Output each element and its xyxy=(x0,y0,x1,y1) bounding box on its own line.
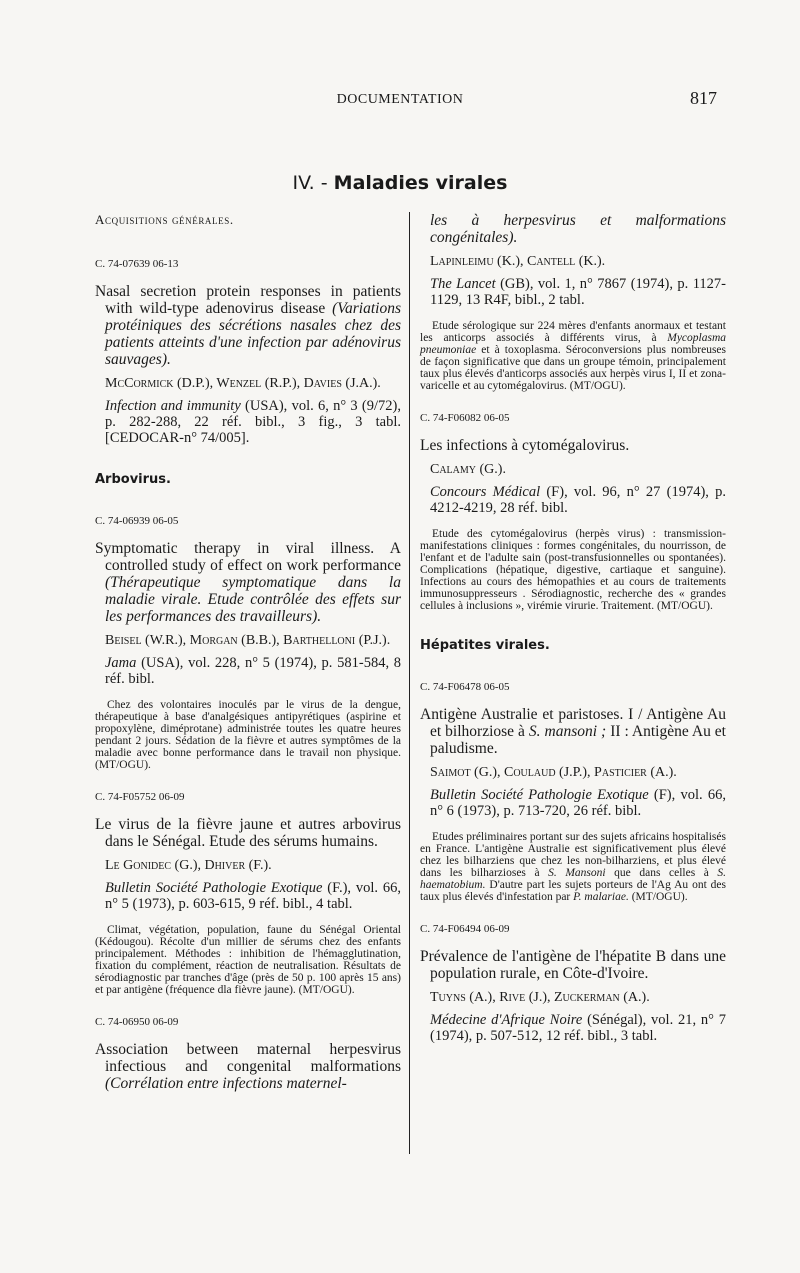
entry-title: Association between maternal herpesvirus infectious and congenital malformations (Corrélation entre infections maternel- xyxy=(95,1041,401,1092)
entry-code: C. 74-F06082 06-05 xyxy=(420,412,510,424)
journal-name: Bulletin Société Pathologie Exotique xyxy=(105,880,323,896)
entry-74-F05752 xyxy=(95,791,401,996)
entry-title: Antigène Australie et paristoses. I / Antigène Au et bilhorziose à S. mansoni ; II : Antigène Au et paludisme. xyxy=(420,706,726,757)
entry-authors: Saimot (G.), Coulaud (J.P.), Pasticier (A.). xyxy=(430,765,677,780)
entry-title: Le virus de la fièvre jaune et autres arbovirus dans le Sénégal. Etude des sérums humains. xyxy=(95,816,401,850)
entry-code: C. 74-07639 06-13 xyxy=(95,258,179,270)
entry-title: Nasal secretion protein responses in patients with wild-type adenovirus disease (Variations protéiniques des sécrétions nasales chez des patients atteints d'une infection par adénovirus sauvages). xyxy=(95,283,401,368)
entry-74-F06494 xyxy=(420,923,726,1044)
entry-title-fr: (Thérapeutique symptomatique dans la maladie virale. Etude contrôlée des effets sur les performances des travailleurs). xyxy=(105,574,401,625)
entry-74-F06478 xyxy=(420,681,726,903)
entry-authors: Beisel (W.R.), Morgan (B.B.), Barthelloni (P.J.). xyxy=(105,633,391,648)
journal-name: Concours Médical xyxy=(430,484,541,500)
journal-name: Infection and immunity xyxy=(105,398,241,414)
running-header: DOCUMENTATION xyxy=(336,92,464,107)
entry-source: Médecine d'Afrique Noire (Sénégal), vol. 21, n° 7 (1974), p. 507-512, 12 réf. bibl., 3 tabl. xyxy=(430,1012,727,1044)
journal-name: Bulletin Société Pathologie Exotique xyxy=(430,787,649,803)
column-divider xyxy=(409,212,410,1154)
entry-title-fr: (Corrélation entre infections maternel- xyxy=(105,1075,347,1092)
entry-code: C. 74-F05752 06-09 xyxy=(95,791,185,803)
entry-74-06950 xyxy=(95,1016,401,1092)
entry-title: Prévalence de l'antigène de l'hépatite B dans une population rurale, en Côte-d'Ivoire. xyxy=(420,948,726,982)
entry-74-06939 xyxy=(95,515,401,771)
entry-abstract: Etude des cytomégalovirus (herpès virus) : transmission-manifestations cliniques : formes congénitales, du nourrisson, de l'enfant et de l'adulte sain (post-transfusionnelles ou spontanées). Complications (hépatique, digestive, cartiaque et sanguine). Infections au cours des hémopathies et au cours de traitements immunosuppresseurs . Sérodiagnostic, recherche des « grandes cellules à inclusions », virémie virurie. Traitement. (MT/OGU). xyxy=(420,528,726,612)
entry-code: C. 74-F06494 06-09 xyxy=(420,923,510,935)
journal-name: The Lancet xyxy=(430,276,496,292)
entry-abstract: Chez des volontaires inoculés par le virus de la dengue, thérapeutique à base d'analgésiques antipyrétiques (aspirine et propoxylène, diméprotane) administrée toutes les quatre heures pendant 2 jours. Sédation de la fièvre et autres symptômes de la maladie avec bonne performance dans le travail non physique. (MT/OGU). xyxy=(95,699,401,771)
subhead-hepatites: Hépatites virales. xyxy=(420,638,550,653)
section-numeral: IV. - xyxy=(292,172,334,194)
entry-code: C. 74-06939 06-05 xyxy=(95,515,179,527)
section-name: Maladies virales xyxy=(333,172,508,194)
entry-74-07639 xyxy=(95,258,401,446)
left-column xyxy=(95,212,401,1092)
entry-title: Symptomatic therapy in viral illness. A controlled study of effect on work performance (Thérapeutique symptomatique dans la maladie virale. Etude contrôlée des effets sur les performances des travailleurs). xyxy=(95,540,401,625)
section-title xyxy=(0,172,800,194)
category-heading: Acquisitions générales. xyxy=(95,212,234,227)
entry-authors: Tuyns (A.), Rive (J.), Zuckerman (A.). xyxy=(430,990,650,1005)
entry-title-fr-cont: les à herpesvirus et malformations congénitales). xyxy=(430,212,726,246)
entry-authors: Le Gonidec (G.), Dhiver (F.). xyxy=(105,858,272,873)
entry-abstract: Etudes préliminaires portant sur des sujets africains hospitalisés en France. L'antigène Australie est significativement plus élevé chez les bilharziens que chez les non-bilharziens, et plus élevé dans les bilharzioses à S. Mansoni que dans celles à S. haematobium. D'autre part les sujets porteurs de l'Ag Au ont des taux plus élevés d'infestation par P. malariae. (MT/OGU). xyxy=(420,831,727,903)
entry-source: Concours Médical (F), vol. 96, n° 27 (1974), p. 4212-4219, 28 réf. bibl. xyxy=(430,484,726,516)
entry-abstract: Etude sérologique sur 224 mères d'enfants anormaux et testant les anticorps associés à différents virus, à Mycoplasma pneumoniae et à toxoplasma. Séroconversions plus nombreuses de façon significative que dans un groupe témoin, principalement taux plus élevés d'anticorps associés aux herpès virus I, II et zona-varicelle et au cytomégalovirus. (MT/OGU). xyxy=(420,320,726,392)
entry-title-fr: (Variations protéiniques des sécrétions nasales chez des patients atteints d'une infection par adénovirus sauvages). xyxy=(105,300,401,368)
entry-source: The Lancet (GB), vol. 1, n° 7867 (1974), p. 1127-1129, 13 R4F, bibl., 2 tabl. xyxy=(430,276,726,308)
journal-name: Jama xyxy=(105,655,137,671)
subhead-arbovirus: Arbovirus. xyxy=(95,472,171,487)
right-column xyxy=(420,212,726,1044)
entry-authors: McCormick (D.P.), Wenzel (R.P.), Davies (J.A.). xyxy=(105,376,381,391)
entry-74-F06082 xyxy=(420,412,726,612)
entry-code: C. 74-06950 06-09 xyxy=(95,1016,179,1028)
entry-source: Jama (USA), vol. 228, n° 5 (1974), p. 581-584, 8 réf. bibl. xyxy=(105,655,401,687)
entry-authors: Lapinleimu (K.), Cantell (K.). xyxy=(430,254,606,269)
entry-title: Les infections à cytomégalovirus. xyxy=(420,437,630,454)
entry-source: Bulletin Société Pathologie Exotique (F), vol. 66, n° 6 (1973), p. 713-720, 26 réf. bibl. xyxy=(430,787,727,819)
entry-code: C. 74-F06478 06-05 xyxy=(420,681,510,693)
entry-74-06950-continued xyxy=(420,212,726,392)
page-number: 817 xyxy=(690,88,717,108)
journal-name: Médecine d'Afrique Noire xyxy=(430,1012,583,1028)
entry-abstract: Climat, végétation, population, faune du Sénégal Oriental (Kédougou). Récolte d'un millier de sérums chez des enfants principalement. Méthodes : inhibition de l'hémagglutination, fixation du complément, réaction de neutralisation. Résultats de sérodiagnostic par tranches d'âge (près de 50 p. 100 après 15 ans) et par antigène (fréquence dla fièvre jaune). (MT/OGU). xyxy=(95,924,401,996)
entry-source: Infection and immunity (USA), vol. 6, n° 3 (9/72), p. 282-288, 22 réf. bibl., 3 fig., 3 tabl. [CEDOCAR-n° 74/005]. xyxy=(105,398,401,446)
entry-source: Bulletin Société Pathologie Exotique (F.), vol. 66, n° 5 (1973), p. 603-615, 9 réf. bibl., 4 tabl. xyxy=(105,880,401,912)
entry-authors: Calamy (G.). xyxy=(430,462,506,477)
